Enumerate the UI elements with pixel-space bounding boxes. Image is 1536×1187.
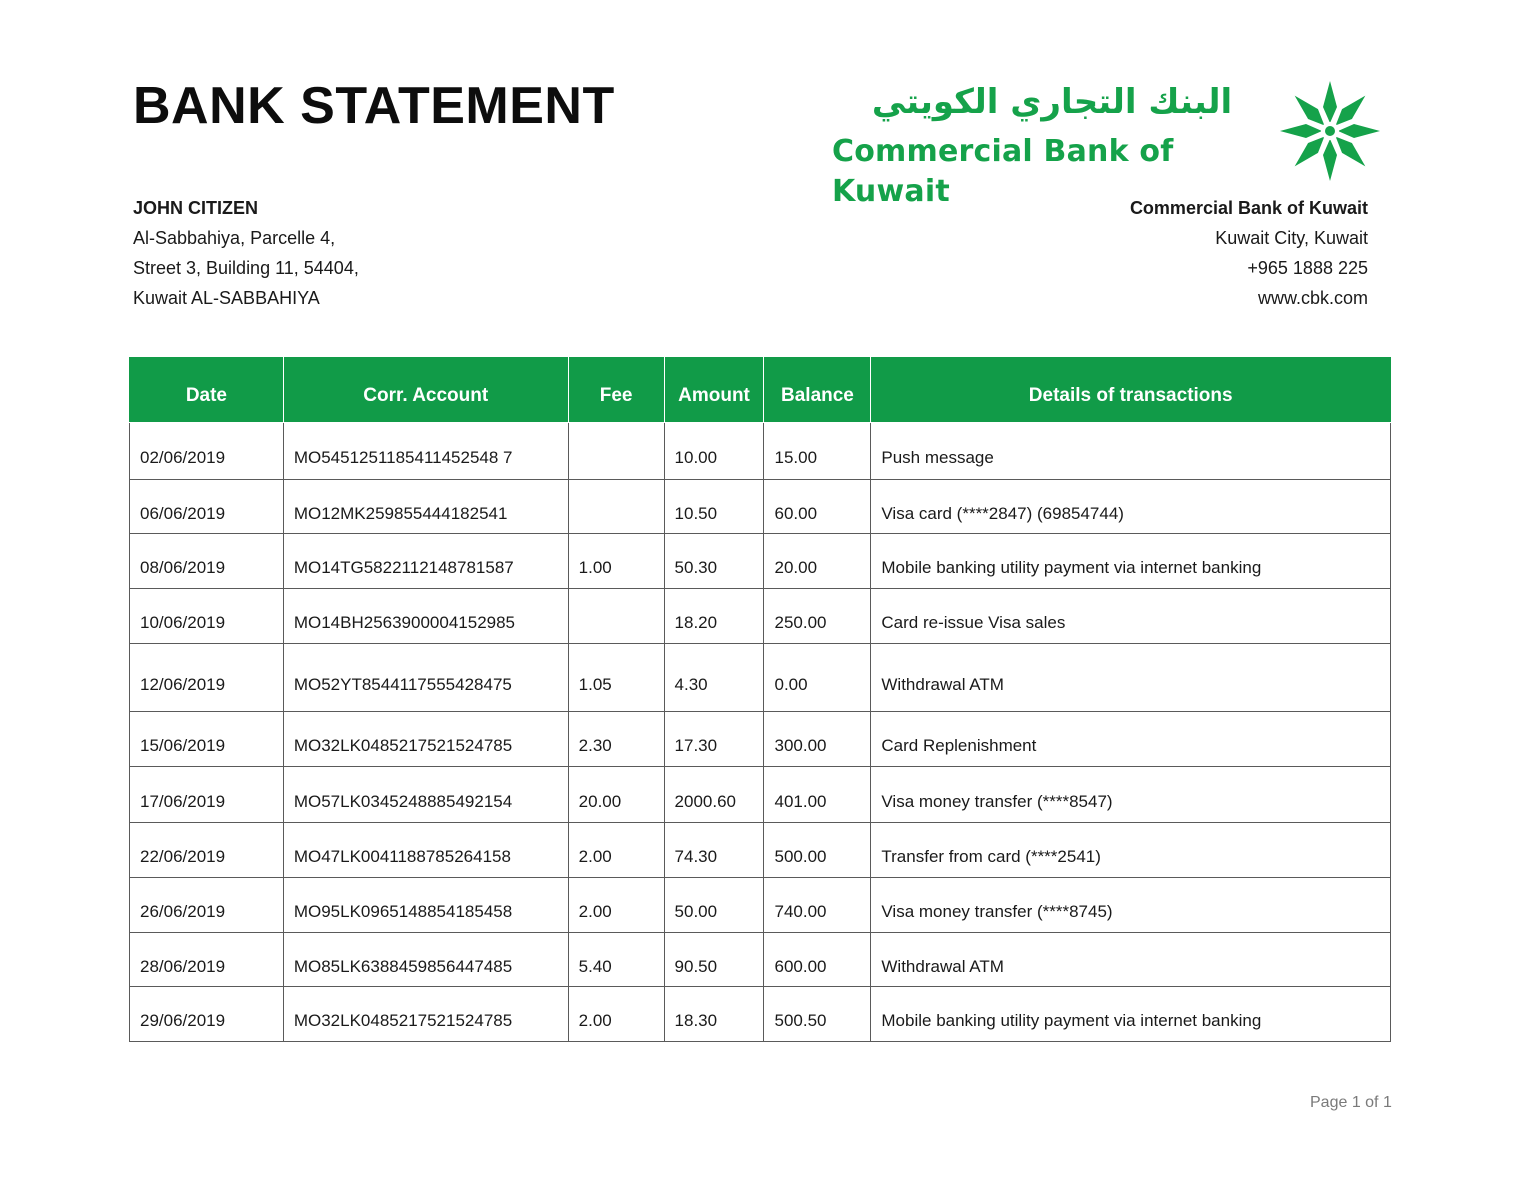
table-header-row (130, 358, 1391, 423)
cell-fee: 2.00 (568, 823, 664, 878)
cell-amount: 18.30 (664, 987, 764, 1042)
cell-date: 12/06/2019 (130, 644, 284, 712)
cell-fee: 5.40 (568, 933, 664, 987)
cell-fee (568, 423, 664, 480)
table-row (130, 987, 1391, 1042)
table-row (130, 823, 1391, 878)
cell-details: Card Replenishment (871, 712, 1391, 767)
table-row (130, 767, 1391, 823)
table-row (130, 423, 1391, 480)
cell-date: 22/06/2019 (130, 823, 284, 878)
table-row (130, 933, 1391, 987)
cell-date: 28/06/2019 (130, 933, 284, 987)
cell-amount: 50.30 (664, 534, 764, 589)
table-row (130, 589, 1391, 644)
cell-balance: 300.00 (764, 712, 871, 767)
cell-details: Push message (871, 423, 1391, 480)
cell-account: MO14TG5822112148781587 (283, 534, 568, 589)
cell-amount: 10.00 (664, 423, 764, 480)
cell-details: Mobile banking utility payment via internet banking (871, 987, 1391, 1042)
customer-name: JOHN CITIZEN (133, 198, 259, 218)
cell-details: Withdrawal ATM (871, 933, 1391, 987)
star-logo-icon (1280, 78, 1380, 184)
cell-amount: 74.30 (664, 823, 764, 878)
header-fee: Fee (568, 358, 664, 423)
header-details: Details of transactions (871, 358, 1391, 423)
cell-amount: 17.30 (664, 712, 764, 767)
cell-account: MO47LK0041188785264158 (283, 823, 568, 878)
header-corr-account: Corr. Account (283, 358, 568, 423)
cell-fee (568, 589, 664, 644)
cell-date: 10/06/2019 (130, 589, 284, 644)
cell-details: Visa card (****2847) (69854744) (871, 480, 1391, 534)
cell-account: MO57LK0345248885492154 (283, 767, 568, 823)
cell-details: Transfer from card (****2541) (871, 823, 1391, 878)
bank-city: Kuwait City, Kuwait (1215, 228, 1368, 248)
cell-details: Card re-issue Visa sales (871, 589, 1391, 644)
cell-date: 06/06/2019 (130, 480, 284, 534)
cell-amount: 10.50 (664, 480, 764, 534)
cell-balance: 740.00 (764, 878, 871, 933)
bank-info-block (1130, 193, 1368, 313)
cell-amount: 18.20 (664, 589, 764, 644)
cell-date: 15/06/2019 (130, 712, 284, 767)
cell-balance: 500.00 (764, 823, 871, 878)
cell-account: MO85LK6388459856447485 (283, 933, 568, 987)
cell-account: MO95LK0965148854185458 (283, 878, 568, 933)
cell-fee: 1.00 (568, 534, 664, 589)
cell-balance: 20.00 (764, 534, 871, 589)
header-balance: Balance (764, 358, 871, 423)
cell-details: Visa money transfer (****8547) (871, 767, 1391, 823)
cell-balance: 600.00 (764, 933, 871, 987)
cell-amount: 50.00 (664, 878, 764, 933)
page-number: Page 1 of 1 (1310, 1094, 1392, 1111)
table-row (130, 712, 1391, 767)
logo-english-text: Commercial Bank of Kuwait (832, 134, 1174, 209)
customer-address-line1: Al-Sabbahiya, Parcelle 4, (133, 228, 336, 248)
cell-details: Visa money transfer (****8745) (871, 878, 1391, 933)
cell-amount: 90.50 (664, 933, 764, 987)
cell-date: 02/06/2019 (130, 423, 284, 480)
cell-fee: 2.30 (568, 712, 664, 767)
cell-fee (568, 480, 664, 534)
cell-account: MO52YT8544117555428475 (283, 644, 568, 712)
table-row (130, 878, 1391, 933)
cell-date: 26/06/2019 (130, 878, 284, 933)
cell-details: Mobile banking utility payment via internet banking (871, 534, 1391, 589)
cell-date: 17/06/2019 (130, 767, 284, 823)
customer-address-line2: Street 3, Building 11, 54404, (133, 258, 359, 278)
cell-fee: 2.00 (568, 878, 664, 933)
cell-amount: 4.30 (664, 644, 764, 712)
cell-account: MO5451251185411452548 7 (283, 423, 568, 480)
table-row (130, 480, 1391, 534)
customer-address-block (133, 193, 359, 313)
cell-account: MO32LK0485217521524785 (283, 987, 568, 1042)
bank-name: Commercial Bank of Kuwait (1129, 198, 1368, 218)
header-amount: Amount (664, 358, 764, 423)
cell-balance: 401.00 (764, 767, 871, 823)
cell-fee: 1.05 (568, 644, 664, 712)
page-title: BANK STATEMENT (133, 77, 615, 135)
cell-date: 08/06/2019 (130, 534, 284, 589)
cell-account: MO12MK259855444182541 (283, 480, 568, 534)
table-row (130, 644, 1391, 712)
cell-amount: 2000.60 (664, 767, 764, 823)
cell-balance: 500.50 (764, 987, 871, 1042)
customer-address-line3: Kuwait AL-SABBAHIYA (133, 288, 320, 308)
cell-account: MO32LK0485217521524785 (283, 712, 568, 767)
cell-details: Withdrawal ATM (871, 644, 1391, 712)
bank-website: www.cbk.com (1257, 288, 1368, 308)
cell-balance: 15.00 (764, 423, 871, 480)
cell-date: 29/06/2019 (130, 987, 284, 1042)
logo-arabic-text: البنك التجاري الكويتي (871, 82, 1233, 122)
transactions-table (129, 357, 1391, 1042)
cell-account: MO14BH2563900004152985 (283, 589, 568, 644)
cell-fee: 2.00 (568, 987, 664, 1042)
table-row (130, 534, 1391, 589)
bank-logo (832, 78, 1382, 209)
cell-balance: 250.00 (764, 589, 871, 644)
cell-fee: 20.00 (568, 767, 664, 823)
cell-balance: 60.00 (764, 480, 871, 534)
bank-phone: +965 1888 225 (1247, 258, 1368, 278)
header-date: Date (130, 358, 284, 423)
cell-balance: 0.00 (764, 644, 871, 712)
